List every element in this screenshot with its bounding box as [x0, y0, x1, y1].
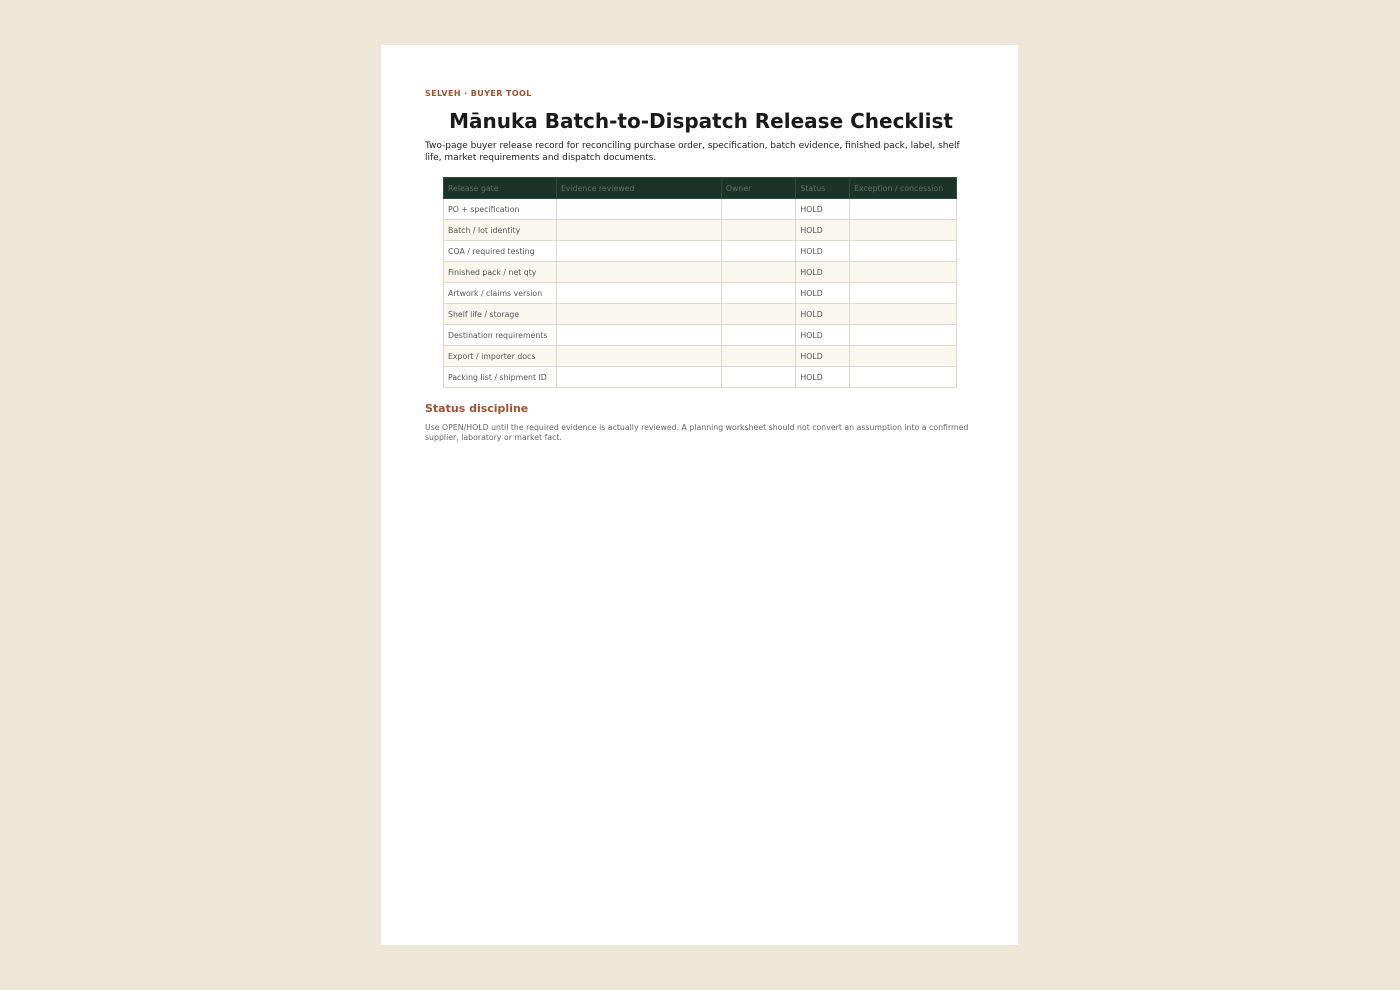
status-cell: HOLD [796, 283, 850, 304]
column-header-status: Status [796, 178, 850, 199]
table-row [444, 241, 957, 262]
owner-cell[interactable] [721, 304, 795, 325]
page-title: Mānuka Batch-to-Dispatch Release Checklist [449, 109, 953, 133]
owner-cell[interactable] [721, 241, 795, 262]
column-header-exception: Exception / concession [850, 178, 957, 199]
owner-cell[interactable] [721, 367, 795, 388]
table-row [444, 367, 957, 388]
release-gate-cell: Finished pack / net qty [444, 262, 557, 283]
table-row [444, 220, 957, 241]
exception-cell[interactable] [850, 220, 957, 241]
release-gate-cell: Packing list / shipment ID [444, 367, 557, 388]
exception-cell[interactable] [850, 241, 957, 262]
owner-cell[interactable] [721, 220, 795, 241]
table-row [444, 199, 957, 220]
exception-cell[interactable] [850, 346, 957, 367]
table-row [444, 325, 957, 346]
status-cell: HOLD [796, 325, 850, 346]
status-discipline-heading: Status discipline [425, 402, 529, 415]
status-cell: HOLD [796, 367, 850, 388]
column-header-owner: Owner [721, 178, 795, 199]
release-gate-cell: Batch / lot identity [444, 220, 557, 241]
table-header-row [444, 178, 957, 199]
table-row [444, 304, 957, 325]
status-cell: HOLD [796, 262, 850, 283]
column-header-evidence-reviewed: Evidence reviewed [556, 178, 721, 199]
release-gate-cell: Artwork / claims version [444, 283, 557, 304]
release-gate-cell: Export / importer docs [444, 346, 557, 367]
owner-cell[interactable] [721, 199, 795, 220]
exception-cell[interactable] [850, 262, 957, 283]
evidence-reviewed-cell[interactable] [556, 283, 721, 304]
evidence-reviewed-cell[interactable] [556, 346, 721, 367]
exception-cell[interactable] [850, 367, 957, 388]
status-cell: HOLD [796, 346, 850, 367]
release-gate-cell: PO + specification [444, 199, 557, 220]
table-row [444, 262, 957, 283]
page-content [425, 89, 977, 443]
release-gate-cell: COA / required testing [444, 241, 557, 262]
owner-cell[interactable] [721, 262, 795, 283]
status-discipline-text: Use OPEN/HOLD until the required evidence is actually reviewed. A planning worksheet should not convert an assumption into a confirmed supplier, laboratory or market fact. [425, 423, 969, 442]
exception-cell[interactable] [850, 283, 957, 304]
status-cell: HOLD [796, 241, 850, 262]
owner-cell[interactable] [721, 283, 795, 304]
table-row [444, 346, 957, 367]
evidence-reviewed-cell[interactable] [556, 367, 721, 388]
evidence-reviewed-cell[interactable] [556, 220, 721, 241]
evidence-reviewed-cell[interactable] [556, 262, 721, 283]
status-cell: HOLD [796, 199, 850, 220]
column-header-release-gate: Release gate [444, 178, 557, 199]
exception-cell[interactable] [850, 325, 957, 346]
eyebrow-label: SELVEH · BUYER TOOL [425, 89, 532, 98]
release-gate-cell: Destination requirements [444, 325, 557, 346]
exception-cell[interactable] [850, 199, 957, 220]
intro-text: Two-page buyer release record for reconciling purchase order, specification, batch evidence, finished pack, label, shelf life, market requirements and dispatch documents. [425, 141, 960, 163]
document-page [381, 45, 1018, 945]
status-cell: HOLD [796, 220, 850, 241]
release-checklist-table [443, 177, 957, 388]
evidence-reviewed-cell[interactable] [556, 199, 721, 220]
evidence-reviewed-cell[interactable] [556, 241, 721, 262]
evidence-reviewed-cell[interactable] [556, 325, 721, 346]
owner-cell[interactable] [721, 346, 795, 367]
release-gate-cell: Shelf life / storage [444, 304, 557, 325]
table-row [444, 283, 957, 304]
exception-cell[interactable] [850, 304, 957, 325]
status-cell: HOLD [796, 304, 850, 325]
evidence-reviewed-cell[interactable] [556, 304, 721, 325]
owner-cell[interactable] [721, 325, 795, 346]
